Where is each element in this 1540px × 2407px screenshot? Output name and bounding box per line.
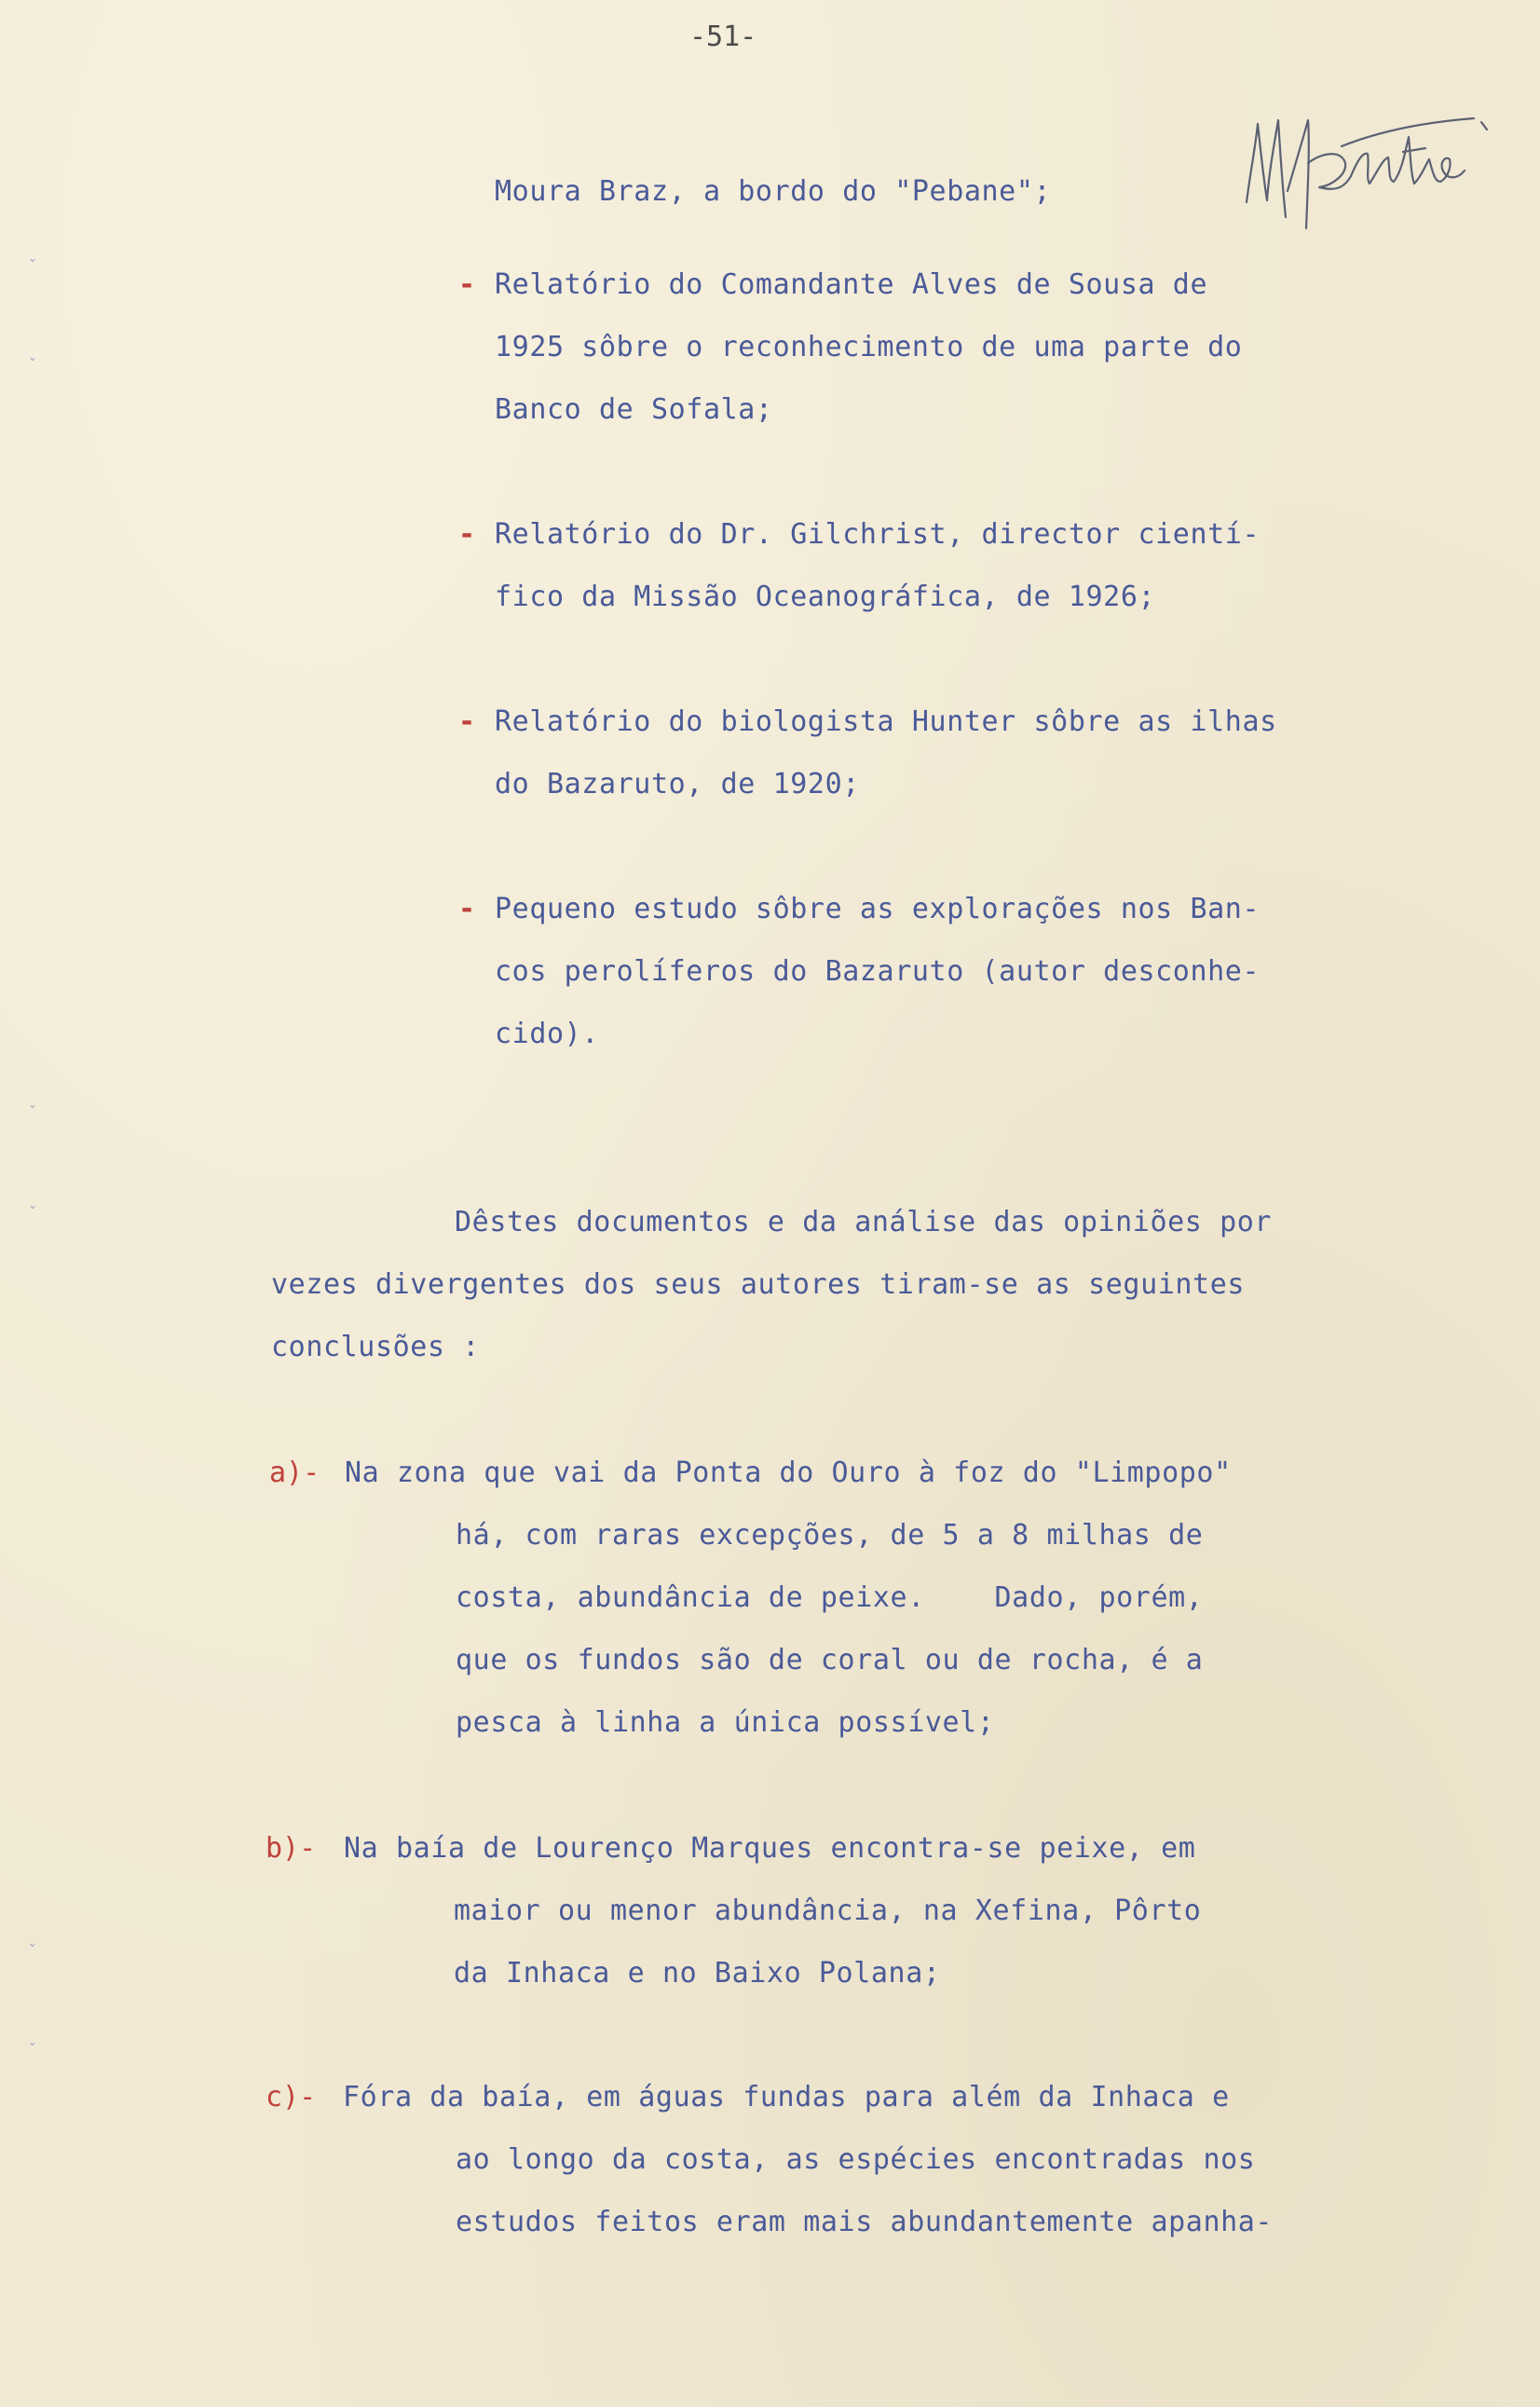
- list-item-line: Moura Braz, a bordo do "Pebane";: [495, 175, 1052, 208]
- list-item-line: cos perolíferos do Bazaruto (autor desconhe-: [495, 955, 1261, 988]
- conclusion-line: Na baía de Lourenço Marques encontra-se peixe, em: [344, 1832, 1196, 1865]
- conclusion-line: maior ou menor abundância, na Xefina, Pôrto: [454, 1894, 1202, 1927]
- conclusion-marker: a)-: [269, 1457, 320, 1489]
- list-item-line: do Bazaruto, de 1920;: [495, 768, 860, 800]
- conclusion-marker: c)-: [266, 2081, 317, 2113]
- list-item-line: 1925 sôbre o reconhecimento de uma parte do: [495, 331, 1243, 363]
- list-bullet: -: [458, 705, 476, 738]
- list-item-line: cido).: [495, 1018, 599, 1050]
- paragraph-line: vezes divergentes dos seus autores tiram-se as seguintes: [271, 1268, 1246, 1301]
- list-item-line: Relatório do Dr. Gilchrist, director cientí-: [495, 518, 1261, 551]
- conclusion-line: costa, abundância de peixe. Dado, porém,: [456, 1581, 1204, 1614]
- handwritten-signature: [1230, 98, 1509, 238]
- binding-mark: ˇ: [28, 1942, 37, 1960]
- conclusion-line: Na zona que vai da Ponta do Ouro à foz do "Limpopo": [345, 1457, 1232, 1489]
- list-item-line: Relatório do Comandante Alves de Sousa de: [495, 268, 1208, 301]
- conclusion-line: pesca à linha a única possível;: [456, 1706, 995, 1739]
- paragraph-line: Dêstes documentos e da análise das opiniões por: [455, 1206, 1273, 1238]
- binding-mark: ˇ: [28, 1204, 37, 1222]
- list-bullet: -: [458, 268, 476, 301]
- list-item-line: Relatório do biologista Hunter sôbre as ilhas: [495, 705, 1277, 738]
- conclusion-line: há, com raras excepções, de 5 a 8 milhas de: [456, 1519, 1204, 1552]
- conclusion-marker: b)-: [266, 1832, 317, 1865]
- page-number: -51-: [689, 21, 757, 53]
- conclusion-line: estudos feitos eram mais abundantemente apanha-: [456, 2206, 1274, 2238]
- conclusion-line: ao longo da costa, as espécies encontradas nos: [456, 2143, 1256, 2176]
- list-bullet: -: [458, 893, 476, 925]
- binding-mark: ˇ: [28, 2041, 37, 2058]
- paragraph-line: conclusões :: [271, 1331, 480, 1363]
- binding-mark: ˇ: [28, 257, 37, 275]
- conclusion-line: que os fundos são de coral ou de rocha, é a: [456, 1644, 1204, 1676]
- list-item-line: Pequeno estudo sôbre as explorações nos Ban-: [495, 893, 1261, 925]
- list-bullet: -: [458, 518, 476, 551]
- binding-mark: ˇ: [28, 1103, 37, 1121]
- conclusion-line: da Inhaca e no Baixo Polana;: [454, 1957, 941, 1990]
- conclusion-line: Fóra da baía, em águas fundas para além da Inhaca e: [343, 2081, 1230, 2113]
- binding-mark: ˇ: [28, 356, 37, 374]
- list-item-line: Banco de Sofala;: [495, 393, 773, 426]
- list-item-line: fico da Missão Oceanográfica, de 1926;: [495, 581, 1156, 613]
